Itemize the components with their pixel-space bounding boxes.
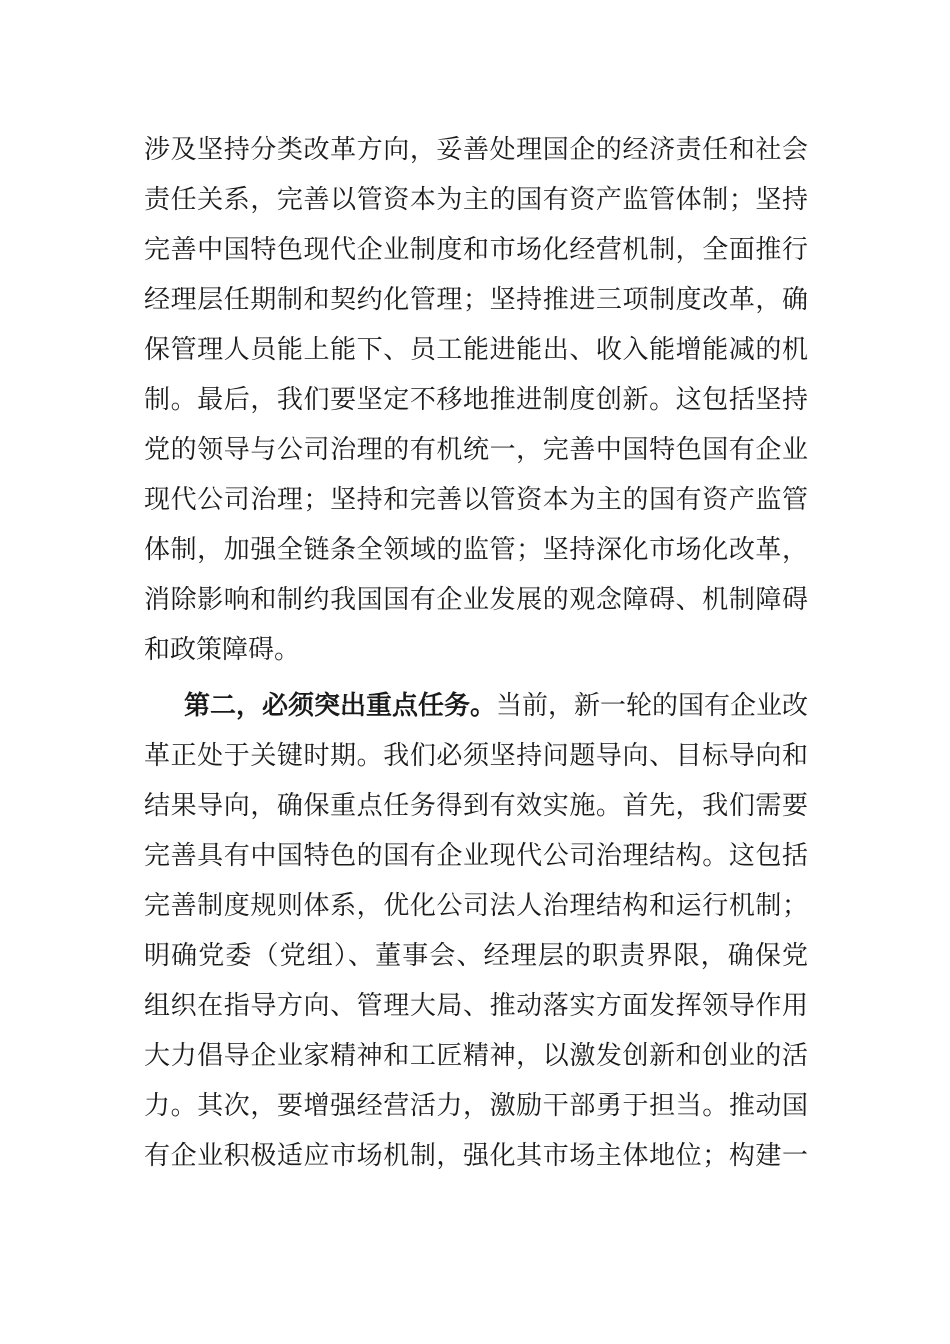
text-line: 完善制度规则体系，优化公司法人治理结构和运行机制； [144, 891, 808, 921]
text-line: 党的领导与公司治理的有机统一，完善中国特色国有企业 [144, 435, 808, 465]
paragraph-2-first-line [144, 681, 808, 731]
text-line: 完善中国特色现代企业制度和市场化经营机制，全面推行 [144, 235, 808, 265]
paragraph-2 [144, 681, 808, 1181]
document-body [144, 125, 808, 1181]
text-line: 有企业积极适应市场机制，强化其市场主体地位；构建一 [144, 1141, 808, 1171]
text-line: 涉及坚持分类改革方向，妥善处理国企的经济责任和社会 [144, 135, 808, 165]
text-span: 当前，新一轮的国有企业改 [496, 691, 808, 721]
text-line: 完善具有中国特色的国有企业现代公司治理结构。这包括 [144, 841, 808, 871]
text-line: 经理层任期制和契约化管理；坚持推进三项制度改革，确 [144, 285, 808, 315]
text-line: 结果导向，确保重点任务得到有效实施。首先，我们需要 [144, 791, 808, 821]
text-line: 力。其次，要增强经营活力，激励干部勇于担当。推动国 [144, 1091, 808, 1121]
text-line: 革正处于关键时期。我们必须坚持问题导向、目标导向和 [144, 741, 808, 771]
text-line: 责任关系，完善以管资本为主的国有资产监管体制；坚持 [144, 185, 808, 215]
text-line: 和政策障碍。 [144, 635, 301, 665]
text-line: 大力倡导企业家精神和工匠精神，以激发创新和创业的活 [144, 1041, 808, 1071]
text-line: 制。最后，我们要坚定不移地推进制度创新。这包括坚持 [144, 385, 808, 415]
text-line: 明确党委（党组）、董事会、经理层的职责界限，确保党 [144, 941, 808, 971]
paragraph-1 [144, 125, 808, 675]
section-heading: 第二，必须突出重点任务。 [184, 691, 497, 721]
text-line: 体制，加强全链条全领域的监管；坚持深化市场化改革， [144, 535, 808, 565]
text-line: 消除影响和制约我国国有企业发展的观念障碍、机制障碍 [144, 585, 808, 615]
text-line: 组织在指导方向、管理大局、推动落实方面发挥领导作用 [144, 991, 808, 1021]
text-line: 保管理人员能上能下、员工能进能出、收入能增能减的机 [144, 335, 808, 365]
text-line: 现代公司治理；坚持和完善以管资本为主的国有资产监管 [144, 485, 808, 515]
